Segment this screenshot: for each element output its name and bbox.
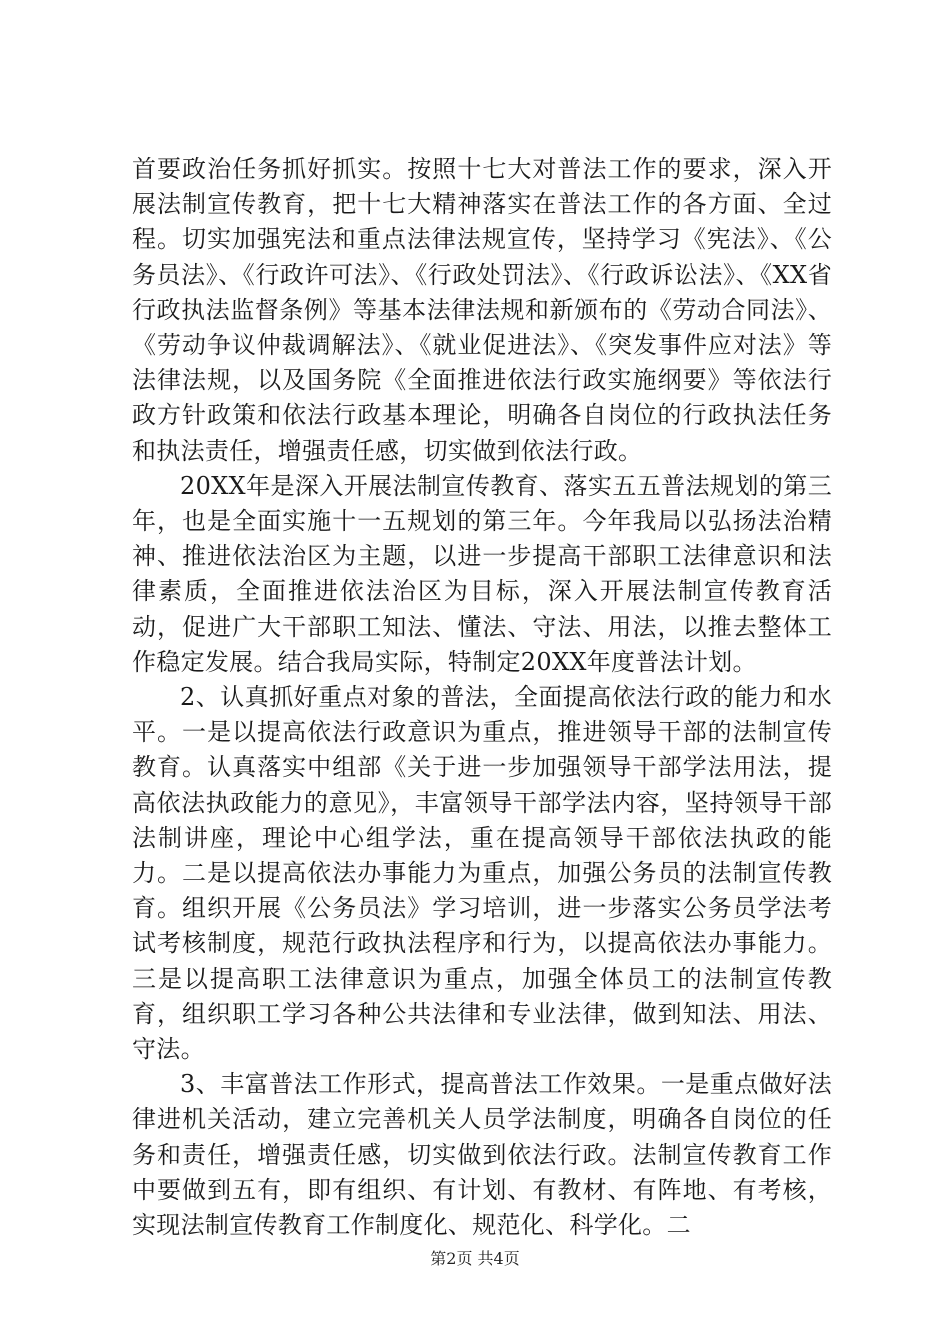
paragraph-item-2: 2、认真抓好重点对象的普法，全面提高依法行政的能力和水平。一是以提高依法行政意识为重点，推进领导干部的法制宣传教育。认真落实中组部《关于进一步加强领导干部学法用法，提高依法执政能力的意见》，丰富领导干部学法内容，坚持领导干部法制讲座，理论中心组学法，重在提高领导干部依法执政的能力。二是以提高依法办事能力为重点，加强公务员的法制宣传教育。组织开展《公务员法》学习培训，进一步落实公务员学法考试考核制度，规范行政执法程序和行为，以提高依法办事能力。三是以提高职工法律意识为重点，加强全体员工的法制宣传教育，组织职工学习各种公共法律和专业法律，做到知法、用法、守法。 xyxy=(132,683,832,1064)
page-number-footer: 第2页 共4页 xyxy=(430,1249,520,1268)
paragraph-annual-plan-intro: 20XX年是深入开展法制宣传教育、落实五五普法规划的第三年，也是全面实施十一五规划的第三年。今年我局以弘扬法治精神、推进依法治区为主题，以进一步提高干部职工法律意识和法律素质，全面推进依法治区为目标，深入开展法制宣传教育活动，促进广大干部职工知法、懂法、守法、用法，以推去整体工作稳定发展。结合我局实际，特制定20XX年度普法计划。 xyxy=(132,471,832,676)
paragraph-item-3: 3、丰富普法工作形式，提高普法工作效果。一是重点做好法律进机关活动，建立完善机关人员学法制度，明确各自岗位的任务和责任，增强责任感，切实做到依法行政。法制宣传教育工作中要做到五有，即有组织、有计划、有教材、有阵地、有考核，实现法制宣传教育工作制度化、规范化、科学化。二 xyxy=(132,1070,832,1240)
document-body xyxy=(132,152,832,1243)
paragraph-continuation: 首要政治任务抓好抓实。按照十七大对普法工作的要求，深入开展法制宣传教育，把十七大精神落实在普法工作的各方面、全过程。切实加强宪法和重点法律法规宣传，坚持学习《宪法》、《公务员法》、《行政许可法》、《行政处罚法》、《行政诉讼法》、《XX省行政执法监督条例》等基本法律法规和新颁布的《劳动合同法》、《劳动争议仲裁调解法》、《就业促进法》、《突发事件应对法》等法律法规，以及国务院《全面推进依法行政实施纲要》等依法行政方针政策和依法行政基本理论，明确各自岗位的行政执法任务和执法责任，增强责任感，切实做到依法行政。 xyxy=(132,155,832,465)
